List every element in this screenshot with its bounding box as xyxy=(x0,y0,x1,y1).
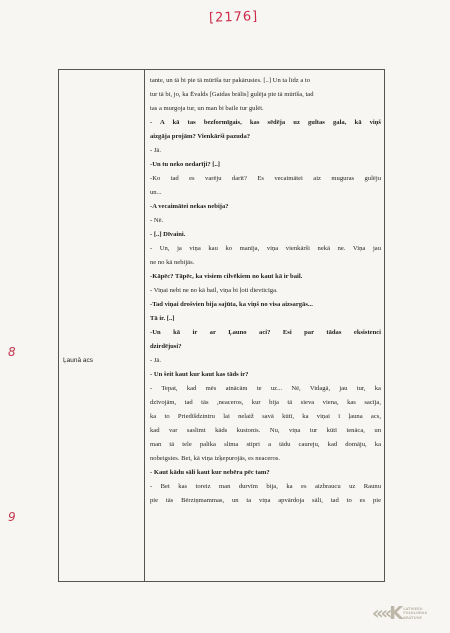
transcript-line: -Ko tad es varēju darīt? Es vecaimātei aiz muguras gulēju xyxy=(150,175,381,182)
logo-mark: ««K xyxy=(372,603,401,624)
transcript-line: - Nē. xyxy=(150,217,164,224)
transcript-line: - A kā tas bezformīgais, kas sēdēja uz gultas gala, kā viņš xyxy=(150,119,381,126)
transcript-line: tas a murgoja tur, un man bi baile tur gulēt. xyxy=(150,105,264,112)
transcript-line: dzīvojām, tad tās ,neaceros, kur bija tā sieva viena, kas sacīja, xyxy=(150,399,381,406)
margin-number-9: 9 xyxy=(8,510,16,524)
transcript-line: - [..] Dīvaini. xyxy=(150,231,186,238)
transcript-line: -Un tu neko nedarīji? [..] xyxy=(150,161,220,168)
transcript-line: dzirdējusi? xyxy=(150,343,182,350)
transcript-line: un... xyxy=(150,189,162,196)
transcript-line: -Kāpēc? Tāpēc, ka visiem cilvēkiem no kaut kā ir bail. xyxy=(150,273,303,280)
transcript-text xyxy=(150,74,381,508)
transcript-line: - Bet kas toreiz man durvīm bija, ka es aizbraucu uz Raunu xyxy=(150,483,381,490)
transcript-line: - Tepat, kad mēs atnācām te uz... Nē, Vidagā, jau tur, ka xyxy=(150,385,381,392)
logo-text xyxy=(403,607,427,620)
transcript-line: - Jā. xyxy=(150,147,161,154)
logo-line: KRĀTUVE xyxy=(403,615,422,620)
logo-line: LATVIEŠU xyxy=(403,606,423,611)
transcript-line: man tā tele palika slima stipri a tādu caureju, kad domāju, ka xyxy=(150,441,381,448)
transcript-line: nobeigsies. Bet, kā viņa izķepurojās, es neaceros. xyxy=(150,455,281,462)
column-divider xyxy=(144,70,145,581)
transcript-line: - Un šeit kaut kur kaut kas tāds ir? xyxy=(150,371,249,378)
transcript-line: aizgāja projām? Vienkārši pazuda? xyxy=(150,133,251,140)
margin-number-8: 8 xyxy=(8,345,16,359)
transcript-line: -Un kā ir ar Ļauno aci? Esi par tādas eksistenci xyxy=(150,329,381,336)
topic-label: Ļaunā acs xyxy=(63,357,93,364)
transcript-line: kad var saslimt kāds kustonis. Nu, viņa tur kūtī ienāca, un xyxy=(150,427,381,434)
transcript-line: tante, un tā bi pie tā mūrīša tur pakārusies. [..] Un ta līdz a to xyxy=(150,77,311,84)
archive-logo xyxy=(372,603,427,624)
transcript-line: - Viņai nebi ne no kā bail, viņa bi ļoti dievticīga. xyxy=(150,287,278,294)
transcript-line: ka to Priedīšdzintru lai nelaiž savā kūtī, ka viņai ī ļauna acs, xyxy=(150,413,381,420)
transcript-line: - Jā. xyxy=(150,357,161,364)
logo-line: FOLKLORAS xyxy=(403,611,428,616)
transcript-line: - Un, ja viņa kau ko manīja, viņa vienkārši nekā ne. Viņa jau xyxy=(150,245,381,252)
transcript-line: - Kaut kādu sāli kaut kur nebēra pēc tam? xyxy=(150,469,270,476)
transcript-table xyxy=(58,69,385,582)
transcript-line: pie tās Bērziņmammas, un ta viņa apvārdoja sāli, tad to es pie xyxy=(150,497,381,504)
archive-page-number: [2176] xyxy=(208,9,259,26)
transcript-line: ne no kā nebijās. xyxy=(150,259,195,266)
transcript-line: Tā ir. [..] xyxy=(150,315,175,322)
transcript-line: -Tad viņai drošvien bija sajūta, ka viņš no visa aizsargās... xyxy=(150,301,313,308)
transcript-line: tur tā bi, jo, ka Ēvalds [Gaidas brālis] gulēja pie tā mūrīša, tad xyxy=(150,91,314,98)
transcript-line: -A vecaimātei nekas nebija? xyxy=(150,203,229,210)
